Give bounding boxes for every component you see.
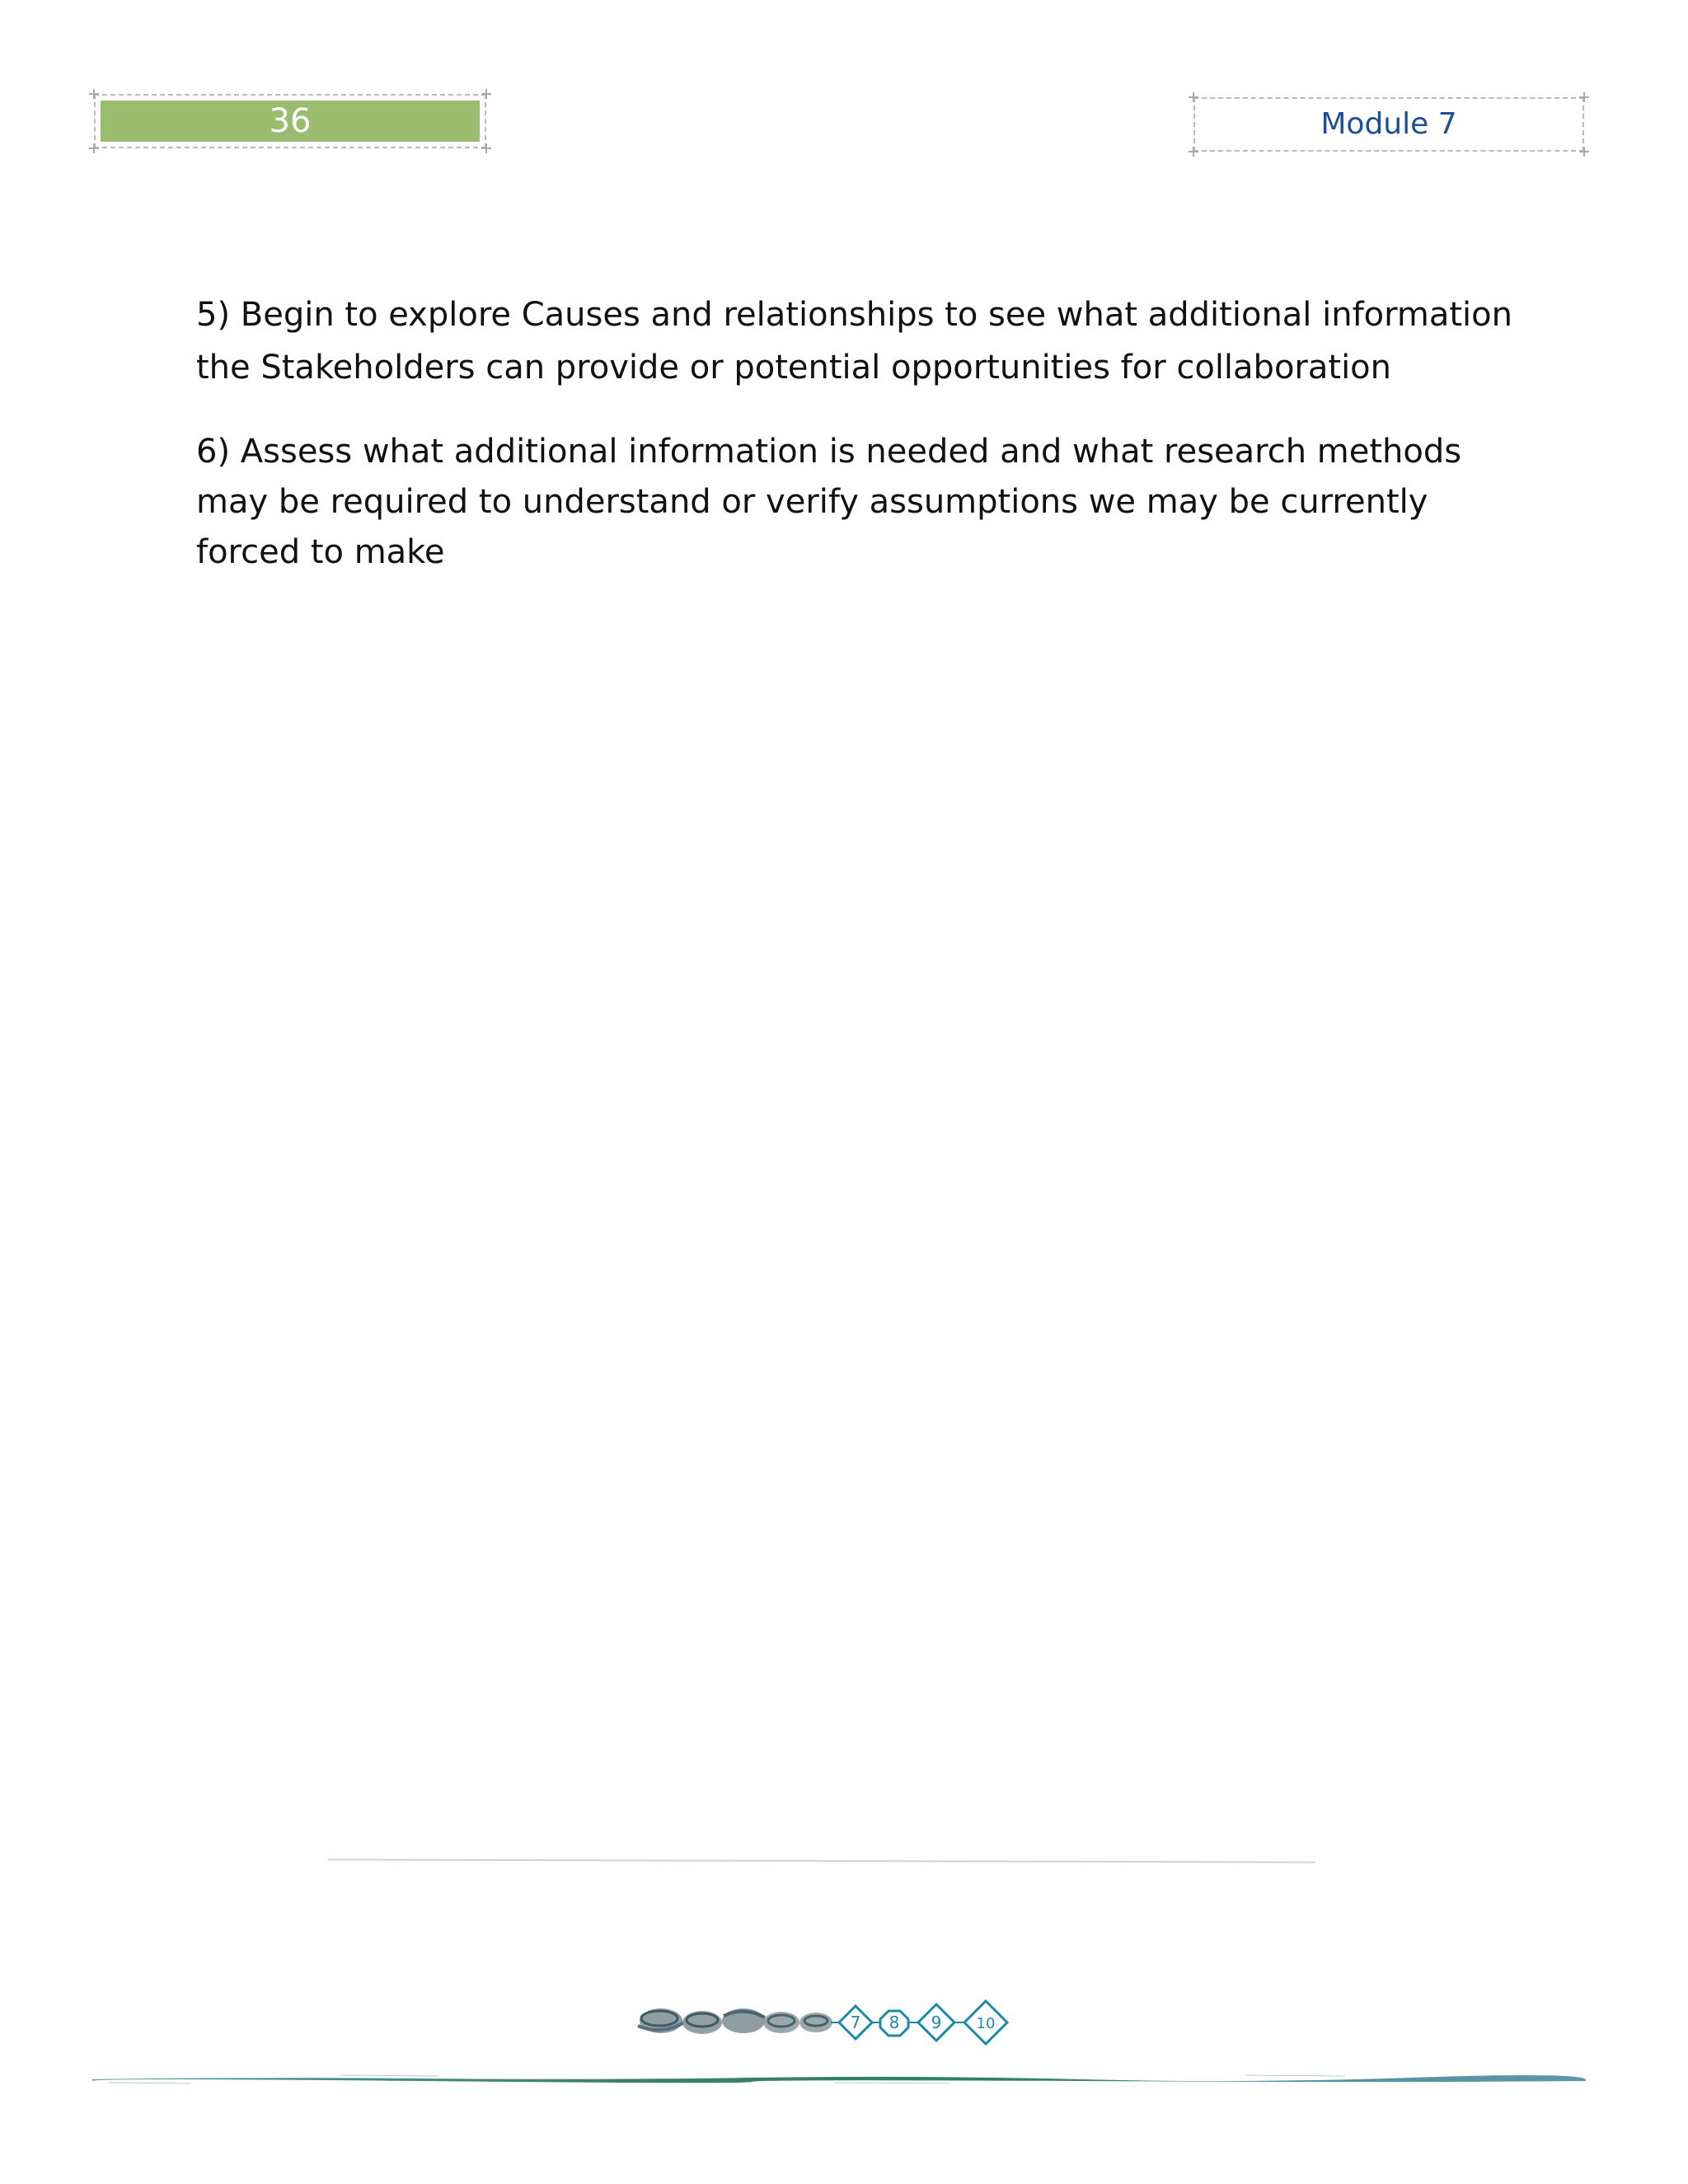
crop-mark <box>1189 92 1198 102</box>
crop-mark <box>1579 92 1589 102</box>
crop-mark <box>481 89 491 99</box>
crop-mark <box>481 143 491 153</box>
module-7-icon <box>839 2006 872 2039</box>
crop-mark <box>89 89 99 99</box>
module-label-box <box>1193 97 1584 152</box>
completed-module-marks <box>638 2008 832 2034</box>
page-number-box <box>94 94 486 148</box>
module-label: Module 7 <box>1320 107 1457 141</box>
module-9-number: 9 <box>931 2013 942 2032</box>
module-7-number: 7 <box>850 2013 861 2032</box>
footer-decorative-band <box>92 2072 1586 2087</box>
paragraph-step-6: 6) Assess what additional information is needed and what research methods may be required to understand or verify assumptions we may be currently forced to make <box>196 433 1462 571</box>
module-10-number: 10 <box>976 2015 996 2032</box>
page-number: 36 <box>269 102 312 140</box>
module-8-icon <box>880 2011 908 2036</box>
crop-mark <box>89 143 99 153</box>
paragraph-step-5: 5) Begin to explore Causes and relationships to see what additional information the Stakeholders can provide or potential opportunities for collaboration <box>196 296 1512 387</box>
module-9-icon <box>918 2004 954 2041</box>
main-content <box>196 288 1531 611</box>
crop-mark <box>1579 147 1589 157</box>
crop-mark <box>1189 147 1198 157</box>
page-number-fill <box>101 101 480 142</box>
module-8-number: 8 <box>889 2013 900 2032</box>
footer-divider <box>328 1858 1315 1863</box>
module-progress-nav <box>633 1993 1039 2050</box>
module-10-icon <box>964 2001 1007 2044</box>
